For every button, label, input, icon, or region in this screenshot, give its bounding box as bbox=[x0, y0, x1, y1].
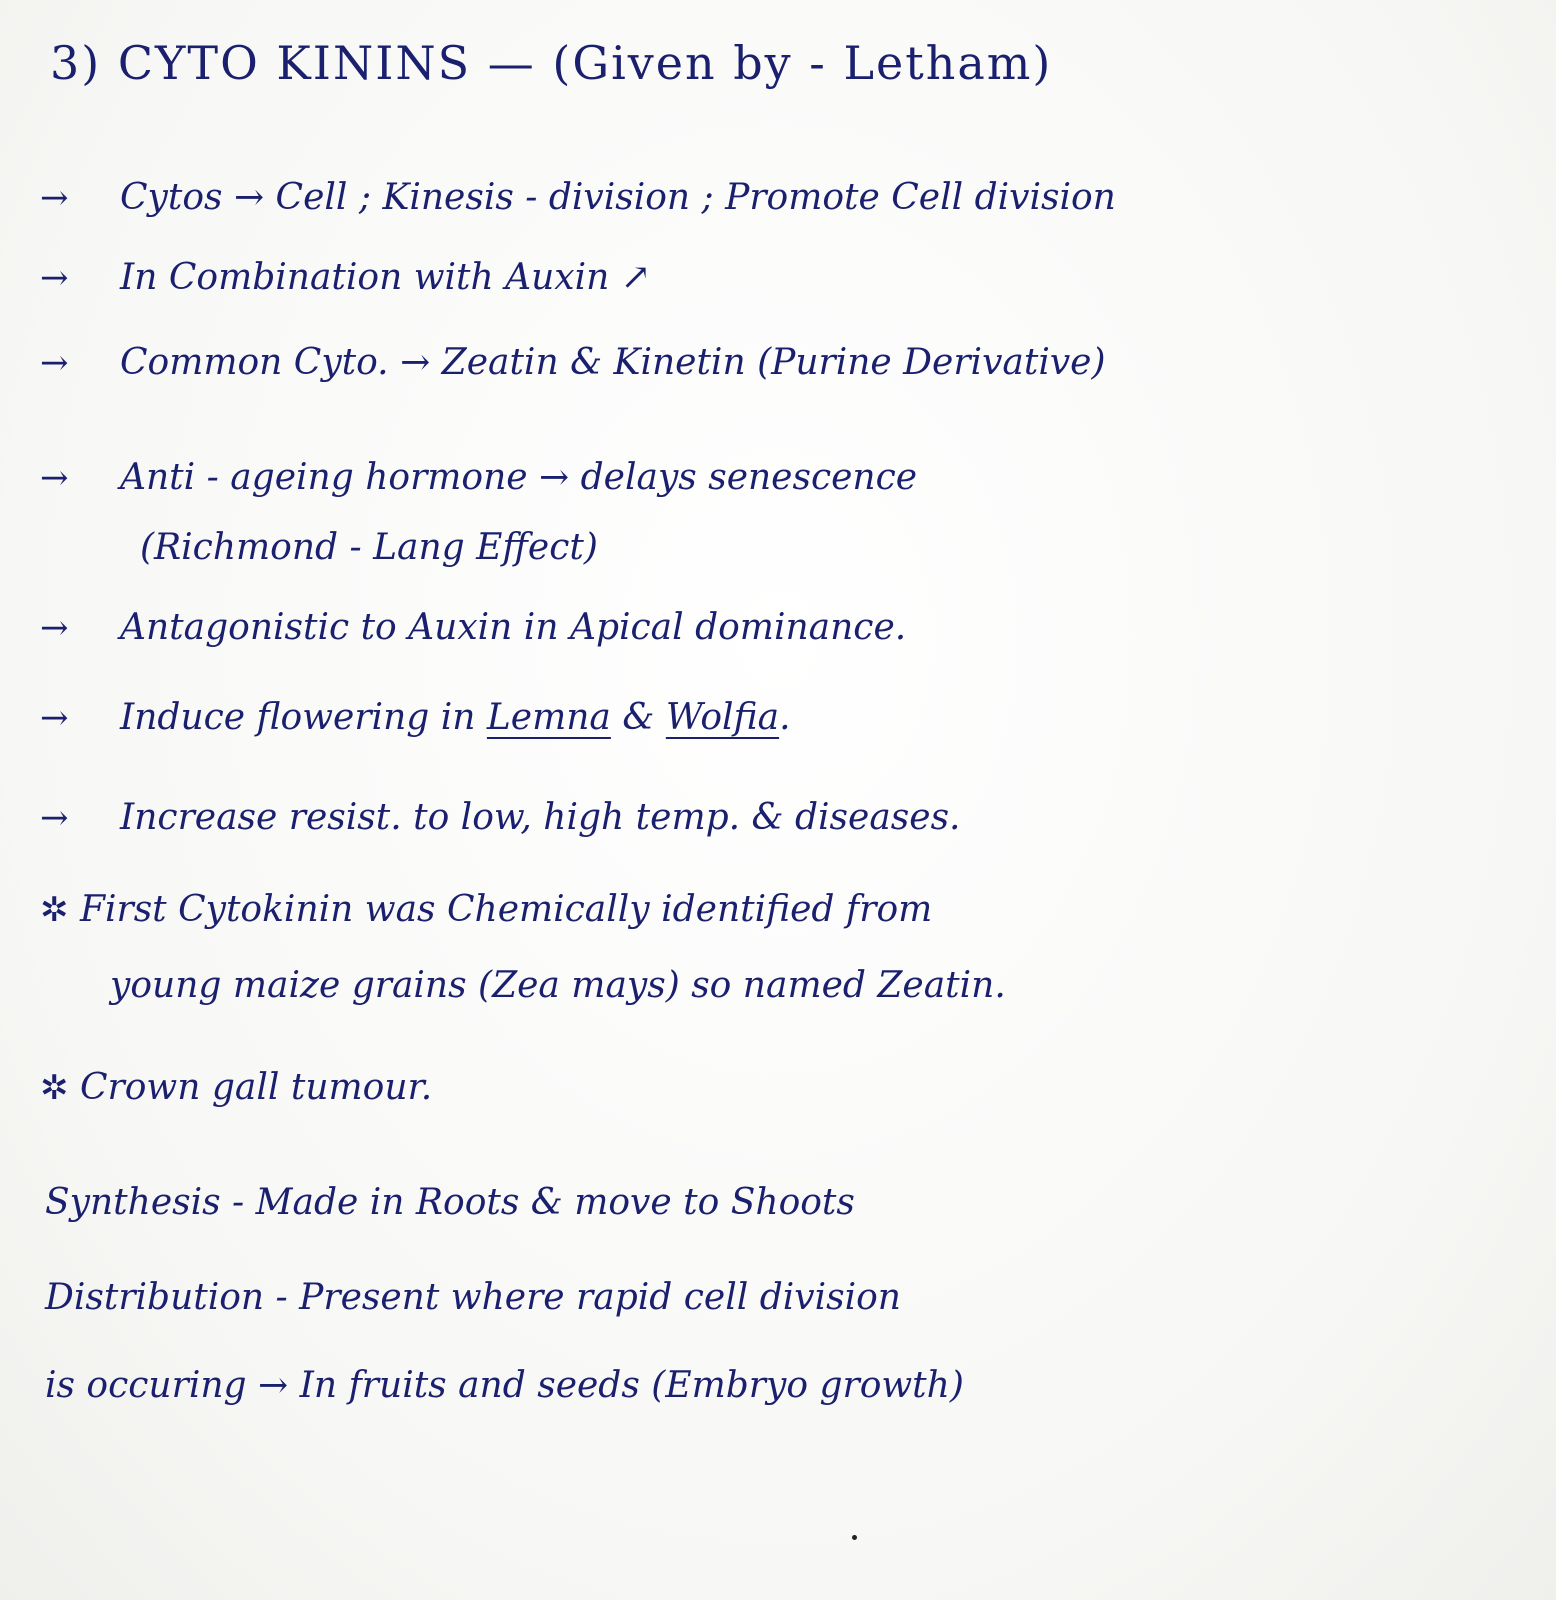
star-icon: ✲ bbox=[40, 890, 69, 930]
page-title: 3) CYTO KININS — (Given by - Letham) bbox=[50, 36, 1053, 90]
note-zeatin-continuation: young maize grains (Zea mays) so named Zeatin. bbox=[110, 965, 1006, 1006]
flowering-suffix: . bbox=[779, 697, 791, 738]
arrow-icon: → bbox=[40, 343, 69, 383]
synthesis-line: Synthesis - Made in Roots & move to Shoots bbox=[45, 1182, 855, 1223]
arrow-icon: → bbox=[40, 458, 69, 498]
bullet-line-antagonistic bbox=[40, 607, 907, 648]
bullet-text: Antagonistic to Auxin in Apical dominance. bbox=[120, 607, 907, 648]
distribution-continuation: is occuring → In fruits and seeds (Embryo growth) bbox=[45, 1365, 964, 1406]
bullet-line-resistance bbox=[40, 797, 961, 838]
bullet-line-cytos bbox=[40, 177, 1116, 218]
stray-pen-mark bbox=[852, 1535, 857, 1540]
note-first-cytokinin bbox=[40, 889, 933, 930]
bullet-text: In Combination with Auxin ↗ bbox=[120, 257, 651, 298]
bullet-text: Common Cyto. → Zeatin & Kinetin (Purine Derivative) bbox=[120, 342, 1106, 383]
bullet-text: Cytos → Cell ; Kinesis - division ; Promote Cell division bbox=[120, 177, 1116, 218]
arrow-icon: → bbox=[40, 608, 69, 648]
arrow-icon: → bbox=[40, 798, 69, 838]
note-crown-gall bbox=[40, 1067, 433, 1108]
bullet-line-anti-ageing bbox=[40, 457, 918, 498]
arrow-icon: → bbox=[40, 258, 69, 298]
bullet-continuation-richmond: (Richmond - Lang Effect) bbox=[140, 527, 598, 568]
bullet-text: Anti - ageing hormone → delays senescence bbox=[120, 457, 918, 498]
flowering-amp: & bbox=[610, 697, 666, 738]
bullet-text: Increase resist. to low, high temp. & diseases. bbox=[120, 797, 961, 838]
bullet-line-common-cyto bbox=[40, 342, 1106, 383]
note-text: Crown gall tumour. bbox=[80, 1067, 433, 1108]
arrow-icon: → bbox=[40, 698, 69, 738]
plant-name-wolfia: Wolfia bbox=[665, 697, 780, 738]
bullet-line-flowering bbox=[40, 697, 791, 738]
plant-name-lemna: Lemna bbox=[486, 697, 611, 738]
arrow-icon: → bbox=[40, 178, 69, 218]
distribution-line: Distribution - Present where rapid cell division bbox=[45, 1277, 901, 1318]
bullet-line-combination bbox=[40, 257, 651, 298]
star-icon: ✲ bbox=[40, 1068, 69, 1108]
flowering-prefix: Induce flowering in bbox=[120, 697, 487, 738]
note-text: First Cytokinin was Chemically identified from bbox=[80, 889, 933, 930]
